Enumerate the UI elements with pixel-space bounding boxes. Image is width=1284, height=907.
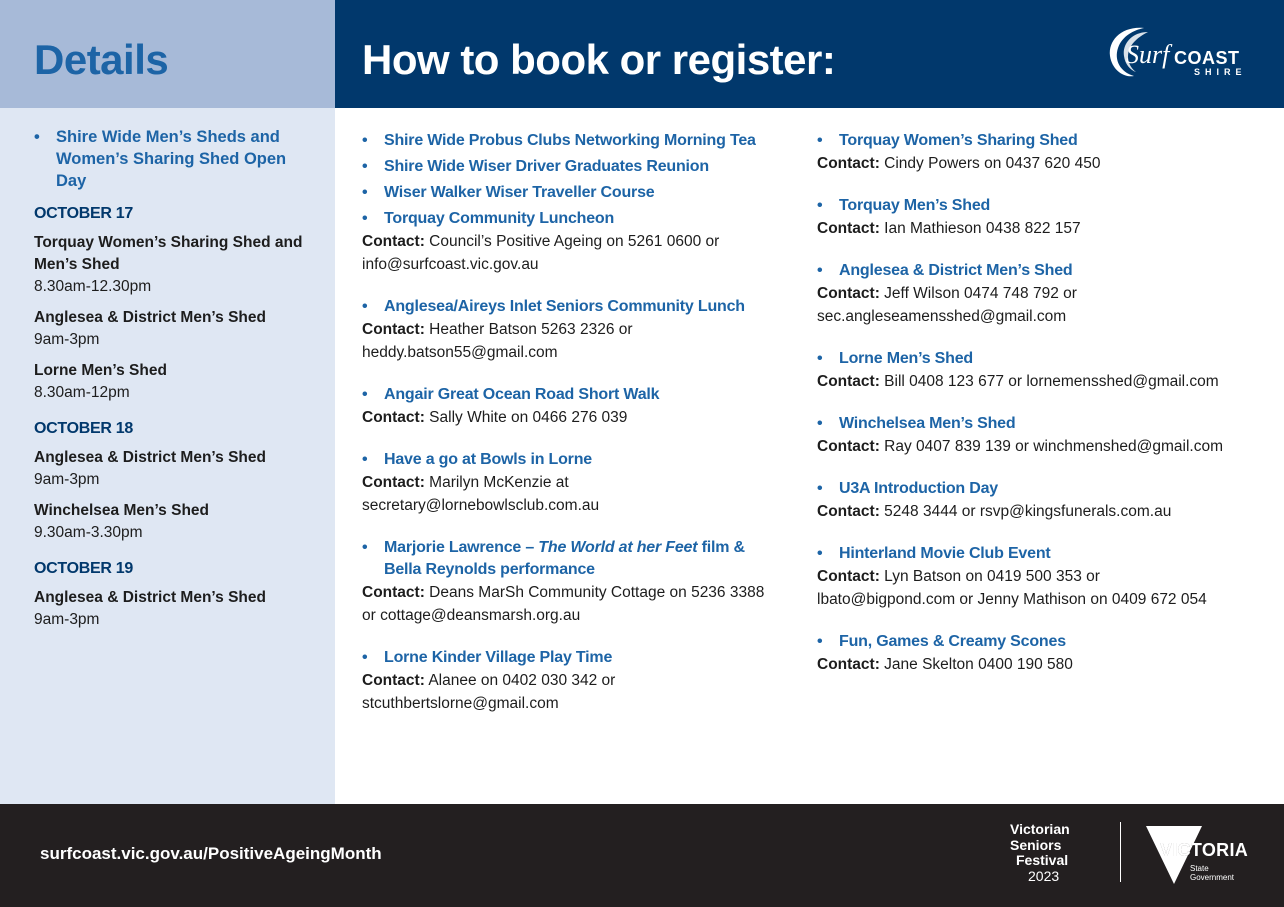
- event-title-part: Marjorie Lawrence –: [384, 539, 539, 556]
- contact-detail: Council’s Positive Ageing on 5261 0600 or: [429, 233, 720, 250]
- contact-line: [362, 230, 797, 253]
- details-title: Details: [34, 36, 169, 83]
- contact-line: [817, 217, 1267, 240]
- booking-column-middle: [362, 130, 797, 735]
- contact-line: [362, 669, 797, 692]
- victoria-subtitle: [1190, 864, 1234, 882]
- event-title: • Hinterland Movie Club Event: [817, 543, 1267, 565]
- booking-entry: [817, 631, 1267, 676]
- event-title: • Lorne Men’s Shed: [817, 348, 1267, 370]
- booking-entry: [362, 449, 797, 517]
- victoria-wordmark: VICTORIA: [1160, 840, 1249, 860]
- contact-detail: Ian Mathieson 0438 822 157: [884, 220, 1081, 237]
- booking-entry: [817, 348, 1267, 393]
- event-title: • Lorne Kinder Village Play Time: [362, 647, 797, 669]
- event-title: • Shire Wide Probus Clubs Networking Morning Tea: [362, 130, 797, 152]
- contact-detail: Lyn Batson on 0419 500 353 or: [884, 568, 1100, 585]
- venue-name: Anglesea & District Men’s Shed: [34, 589, 266, 606]
- footer-url-link[interactable]: surfcoast.vic.gov.au/PositiveAgeingMonth: [40, 844, 382, 863]
- event-title-part: Bella Reynolds performance: [384, 561, 595, 578]
- booking-column-right: [817, 130, 1267, 696]
- booking-entry: [817, 413, 1267, 458]
- event-title-part: film &: [697, 539, 745, 556]
- contact-detail: 5248 3444 or rsvp@kingsfunerals.com.au: [884, 503, 1172, 520]
- contact-detail: Deans MarSh Community Cottage on 5236 3388: [429, 584, 765, 601]
- details-header: [0, 0, 335, 108]
- contact-detail: Jeff Wilson 0474 748 792 or: [884, 285, 1077, 302]
- venue-time: 9.30am-3.30pm: [34, 524, 143, 541]
- vsf-line: Festival: [1016, 852, 1069, 868]
- contact-label: Contact:: [362, 409, 425, 426]
- logo-wordmark: [1126, 40, 1247, 77]
- logo-coast: COAST: [1174, 48, 1240, 68]
- contact-email[interactable]: stcuthbertslorne@gmail.com: [362, 695, 559, 712]
- contact-email[interactable]: sec.angleseamensshed@gmail.com: [817, 308, 1067, 325]
- date-heading: OCTOBER 17: [34, 205, 133, 222]
- venue-time: 8.30am-12pm: [34, 384, 130, 401]
- contact-email[interactable]: secretary@lornebowlsclub.com.au: [362, 497, 600, 514]
- event-title: • Winchelsea Men’s Shed: [817, 413, 1267, 435]
- booking-entry: [817, 195, 1267, 240]
- event-title: [362, 537, 797, 581]
- event-title: • Have a go at Bowls in Lorne: [362, 449, 797, 471]
- contact-label: Contact:: [817, 155, 880, 172]
- venue-name: Lorne Men’s Shed: [34, 362, 167, 379]
- victoria-sub-line: State: [1190, 864, 1209, 873]
- contact-line: [817, 500, 1267, 523]
- logo-shire: SHIRE: [1194, 67, 1247, 77]
- footer-divider: [1120, 822, 1121, 882]
- event-title: • Fun, Games & Creamy Scones: [817, 631, 1267, 653]
- contact-label: Contact:: [362, 672, 425, 689]
- details-intro: • Shire Wide Men’s Sheds and Women’s Sharing Shed Open Day: [34, 126, 304, 192]
- booking-entry: [817, 260, 1267, 328]
- contact-line: [817, 653, 1267, 676]
- contact-line: [817, 370, 1267, 393]
- venue-time: 9am-3pm: [34, 611, 100, 628]
- contact-label: Contact:: [817, 438, 880, 455]
- booking-entry: [362, 537, 797, 627]
- contact-line: [362, 318, 797, 341]
- contact-detail: Sally White on 0466 276 039: [429, 409, 628, 426]
- event-title: • Anglesea/Aireys Inlet Seniors Community Lunch: [362, 296, 797, 318]
- contact-line: [817, 435, 1267, 458]
- contact-email[interactable]: heddy.batson55@gmail.com: [362, 344, 558, 361]
- booking-entry-council: [362, 130, 797, 276]
- footer: [0, 804, 1284, 907]
- contact-label: Contact:: [817, 503, 880, 520]
- contact-detail: Jane Skelton 0400 190 580: [884, 656, 1073, 673]
- event-title: • Torquay Women’s Sharing Shed: [817, 130, 1267, 152]
- contact-label: Contact:: [362, 474, 425, 491]
- contact-detail: Cindy Powers on 0437 620 450: [884, 155, 1101, 172]
- contact-detail-cont: lbato@bigpond.com or Jenny Mathison on 0409 672 054: [817, 591, 1207, 608]
- contact-label: Contact:: [362, 584, 425, 601]
- contact-line: [362, 406, 797, 429]
- booking-entry: [817, 543, 1267, 611]
- logo-surf: Surf: [1126, 40, 1170, 69]
- event-title: • Torquay Men’s Shed: [817, 195, 1267, 217]
- venue-name: Anglesea & District Men’s Shed: [34, 449, 266, 466]
- date-heading: OCTOBER 18: [34, 420, 133, 437]
- venue-time: 8.30am-12.30pm: [34, 278, 152, 295]
- day-group-oct-18: [34, 420, 304, 544]
- day-group-oct-19: [34, 560, 304, 631]
- venue-time: 9am-3pm: [34, 331, 100, 348]
- booking-entry: [817, 130, 1267, 175]
- contact-detail: Heather Batson 5263 2326 or: [429, 321, 633, 338]
- contact-line: [362, 471, 797, 494]
- details-panel: [0, 108, 335, 804]
- booking-title: How to book or register:: [362, 36, 836, 83]
- booking-header: [335, 0, 1284, 108]
- contact-email[interactable]: or cottage@deansmarsh.org.au: [362, 607, 581, 624]
- contact-line: [817, 565, 1267, 588]
- contact-label: Contact:: [817, 220, 880, 237]
- contact-label: Contact:: [817, 568, 880, 585]
- event-title: • Angair Great Ocean Road Short Walk: [362, 384, 797, 406]
- event-title-film: The World at her Feet: [538, 539, 698, 556]
- event-title: • Wiser Walker Wiser Traveller Course: [362, 182, 797, 204]
- vsf-line: Seniors: [1010, 836, 1062, 853]
- seniors-festival-logo: [1010, 822, 1070, 884]
- contact-label: Contact:: [817, 373, 880, 390]
- contact-label: Contact:: [362, 233, 425, 250]
- venue-name: Winchelsea Men’s Shed: [34, 502, 210, 519]
- vsf-line: Victorian: [1010, 821, 1070, 837]
- venue-name: Anglesea & District Men’s Shed: [34, 309, 266, 326]
- contact-label: Contact:: [362, 321, 425, 338]
- surf-coast-shire-logo: [1104, 22, 1252, 84]
- venue-name: Torquay Women’s Sharing Shed and Men’s Shed: [34, 234, 303, 273]
- event-title: • Anglesea & District Men’s Shed: [817, 260, 1267, 282]
- contact-detail: Bill 0408 123 677 or lornemensshed@gmail.com: [884, 373, 1219, 390]
- vsf-year: 2023: [1028, 867, 1060, 884]
- booking-entry: [817, 478, 1267, 523]
- booking-entry: [362, 296, 797, 364]
- date-heading: OCTOBER 19: [34, 560, 133, 577]
- contact-line: [362, 581, 797, 604]
- booking-entry: [362, 384, 797, 429]
- event-title: • Shire Wide Wiser Driver Graduates Reunion: [362, 156, 797, 178]
- contact-email[interactable]: info@surfcoast.vic.gov.au: [362, 256, 539, 273]
- contact-detail: Ray 0407 839 139 or winchmenshed@gmail.com: [884, 438, 1224, 455]
- victoria-state-government-logo: [1144, 822, 1254, 888]
- contact-line: [817, 282, 1267, 305]
- event-title: • U3A Introduction Day: [817, 478, 1267, 500]
- contact-detail: Marilyn McKenzie at: [429, 474, 569, 491]
- contact-label: Contact:: [817, 285, 880, 302]
- victoria-sub-line: Government: [1190, 873, 1235, 882]
- venue-time: 9am-3pm: [34, 471, 100, 488]
- contact-detail: Alanee on 0402 030 342 or: [428, 672, 616, 689]
- contact-label: Contact:: [817, 656, 880, 673]
- day-group-oct-17: [34, 205, 304, 404]
- event-title: • Torquay Community Luncheon: [362, 208, 797, 230]
- booking-entry: [362, 647, 797, 715]
- contact-line: [817, 152, 1267, 175]
